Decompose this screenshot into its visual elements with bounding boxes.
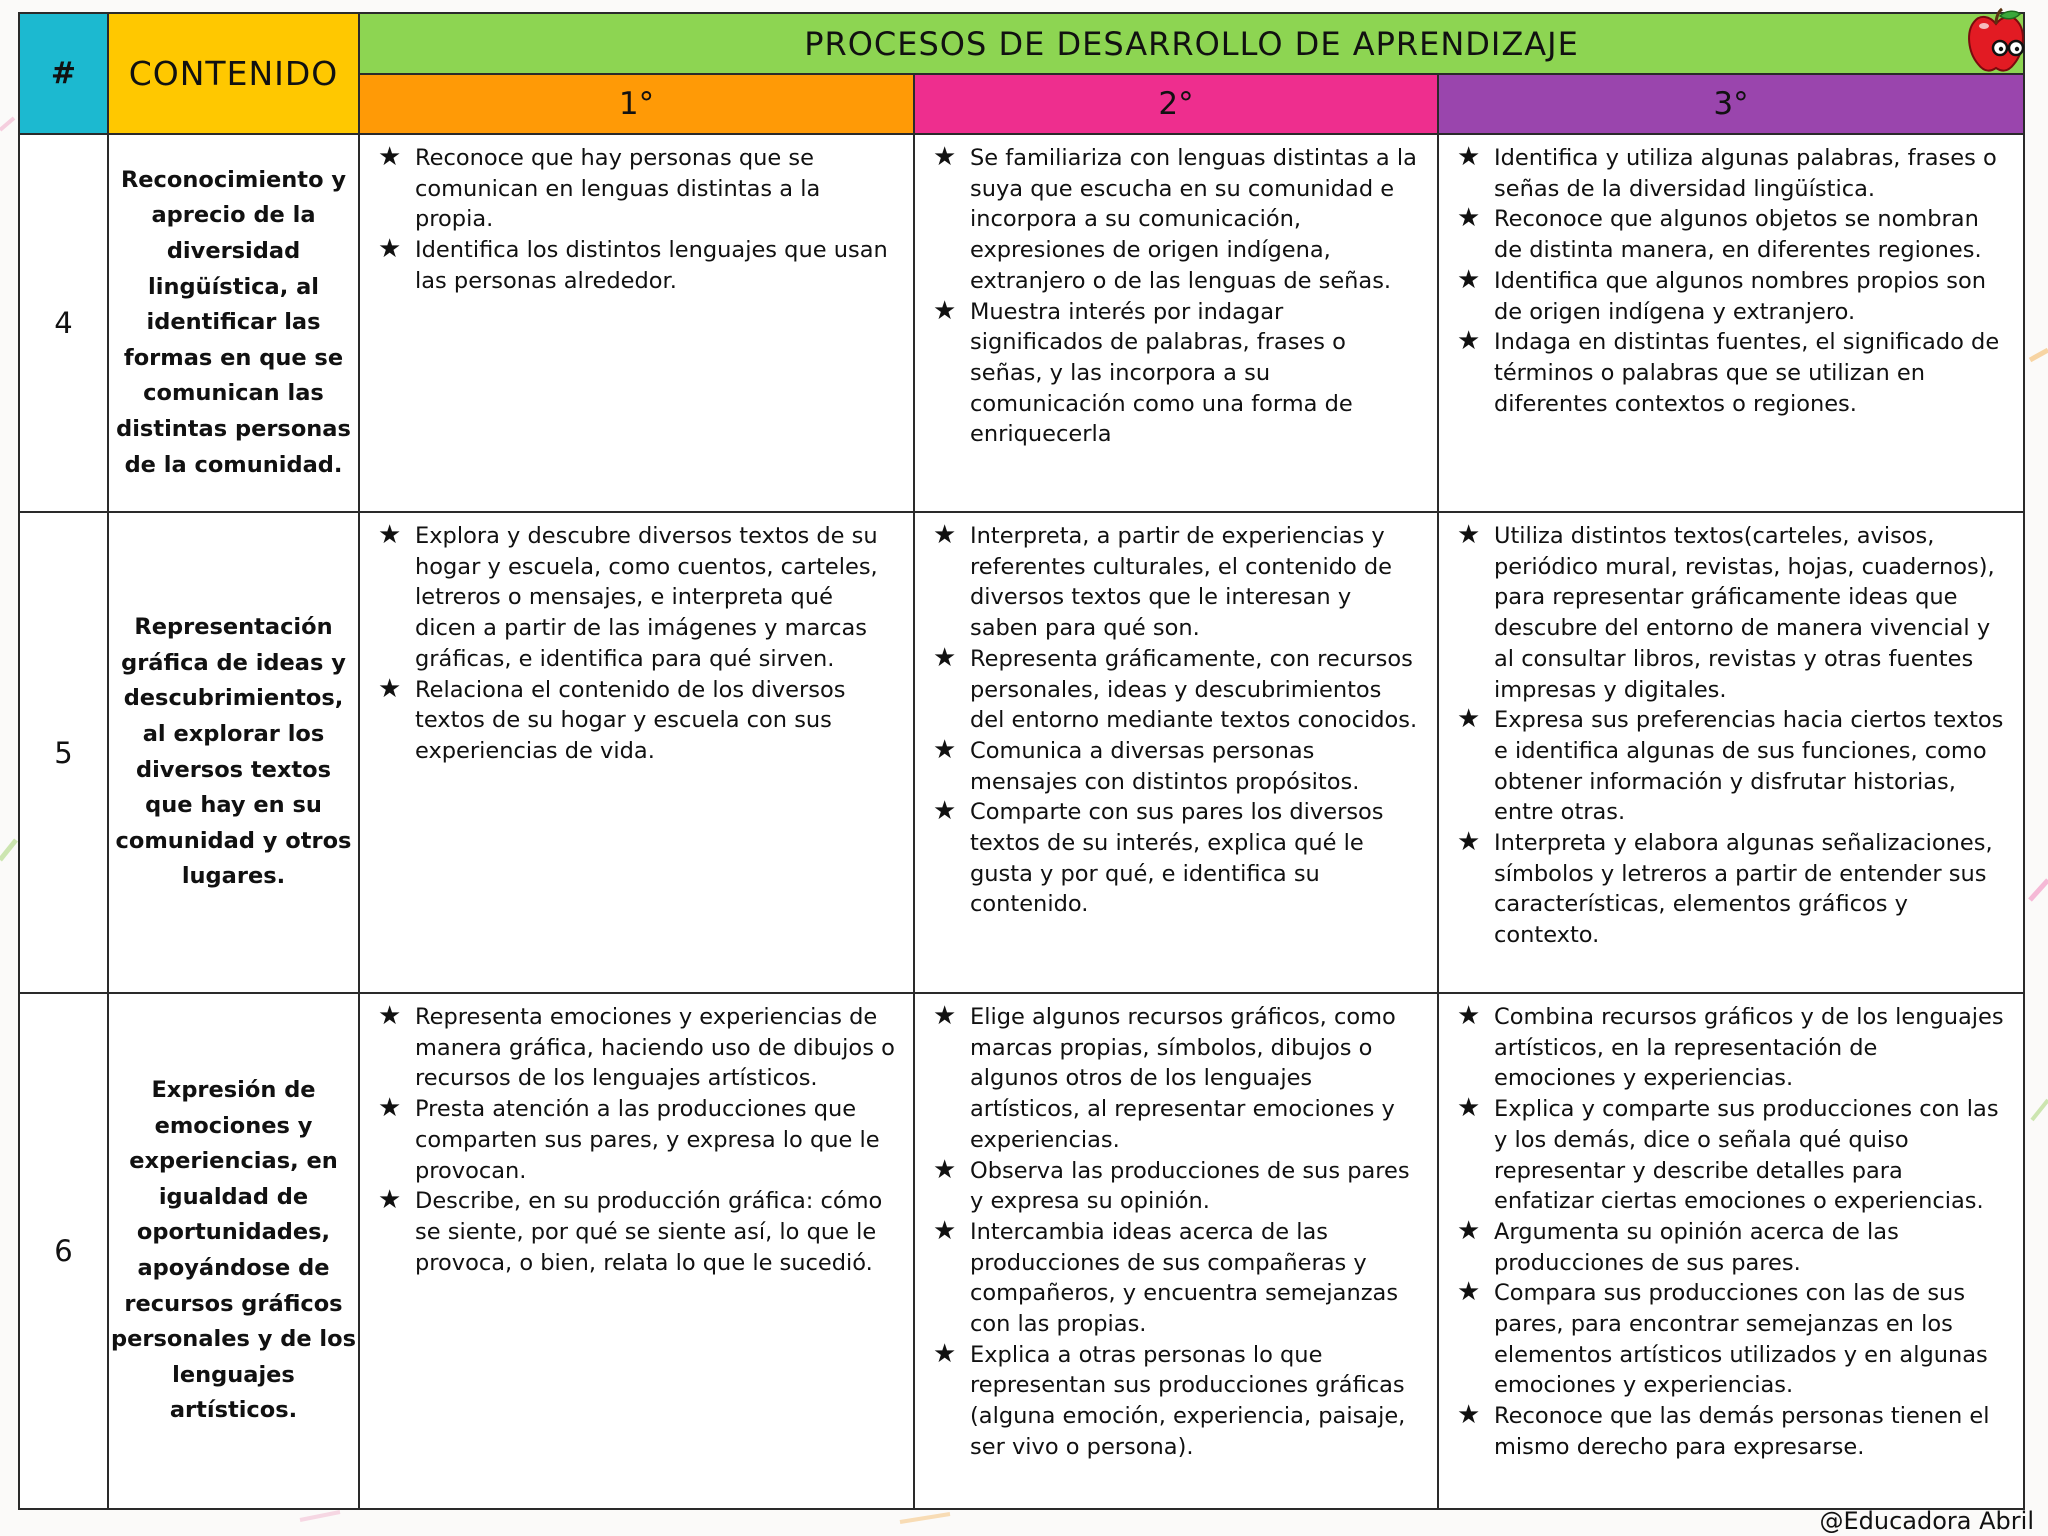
list-item: ★ Compara sus producciones con las de sus pares, para encontrar semejanzas en los elementos artísticos utilizados y en algunas emociones y experiencias. xyxy=(1457,1277,1988,1399)
list-item: ★ Identifica que algunos nombres propios son de origen indígena y extranjero. xyxy=(1457,264,1987,325)
star-icon: ★ xyxy=(1457,827,1481,858)
star-icon: ★ xyxy=(1457,520,1481,550)
table-row xyxy=(19,512,2024,993)
star-icon: ★ xyxy=(933,1154,957,1185)
grade-2-cell xyxy=(914,512,1438,993)
star-icon: ★ xyxy=(1457,704,1481,735)
list-item: ★ Describe, en su producción gráfica: cómo se siente, por qué se siente así, lo que le provoca, o bien, relata lo que le sucedió. xyxy=(378,1185,883,1276)
learning-process-table xyxy=(18,12,2025,1510)
star-icon: ★ xyxy=(378,234,402,265)
star-icon: ★ xyxy=(933,1215,957,1246)
grade-1-cell xyxy=(359,134,914,512)
grade-3-cell xyxy=(1438,134,2024,512)
row-number: 4 xyxy=(19,134,108,512)
list-item: ★ Representa emociones y experiencias de manera gráfica, haciendo uso de dibujos o recursos de los lenguajes artísticos. xyxy=(378,1001,895,1092)
grade-2-cell xyxy=(914,993,1438,1509)
star-icon: ★ xyxy=(378,520,402,550)
grade-1-cell xyxy=(359,993,914,1509)
list-item: ★ Elige algunos recursos gráficos, como marcas propias, símbolos, dibujos o algunos otros de los lenguajes artísticos, al representar emociones y experiencias. xyxy=(933,1001,1396,1153)
star-icon: ★ xyxy=(933,642,957,673)
star-icon: ★ xyxy=(1457,1400,1481,1431)
list-item: ★ Reconoce que hay personas que se comunican en lenguas distintas a la propia. xyxy=(378,142,821,233)
list-item: ★ Expresa sus preferencias hacia ciertos textos e identifica algunas de sus funciones, como obtener información y disfrutar historias, entre otras. xyxy=(1457,704,2004,826)
apple-with-glasses-icon xyxy=(1960,6,2032,78)
author-credit: @Educadora Abril xyxy=(1819,1507,2034,1535)
list-item: ★ Presta atención a las producciones que comparten sus pares, y expresa lo que le provocan. xyxy=(378,1093,880,1184)
grade-2-header: 2° xyxy=(914,74,1438,134)
grade-3-header: 3° xyxy=(1438,74,2024,134)
star-icon: ★ xyxy=(933,295,957,326)
star-icon: ★ xyxy=(1457,1001,1481,1031)
list-item: ★ Explica y comparte sus producciones con las y los demás, dice o señala qué quiso representar y describe detalles para enfatizar ciertas emociones o experiencias. xyxy=(1457,1093,1999,1215)
star-icon: ★ xyxy=(378,1093,402,1124)
row-number: 6 xyxy=(19,993,108,1509)
list-item: ★ Comunica a diversas personas mensajes con distintos propósitos. xyxy=(933,734,1360,795)
list-item: ★ Explora y descubre diversos textos de su hogar y escuela, como cuentos, carteles, letreros o mensajes, e interpreta qué dicen a partir de las imágenes y marcas gráficas, e identifica para qué sirven. xyxy=(378,520,878,672)
star-icon: ★ xyxy=(933,142,957,172)
list-item: ★ Combina recursos gráficos y de los lenguajes artísticos, en la representación de emociones y experiencias. xyxy=(1457,1001,2004,1092)
star-icon: ★ xyxy=(1457,203,1481,234)
star-icon: ★ xyxy=(933,1338,957,1369)
list-item: ★ Intercambia ideas acerca de las producciones de sus compañeras y compañeros, y encuentra semejanzas con las propias. xyxy=(933,1215,1399,1338)
star-icon: ★ xyxy=(1457,1277,1481,1308)
star-icon: ★ xyxy=(378,1001,402,1031)
contenido-cell: Representación gráfica de ideas y descubrimientos, al explorar los diversos textos que hay en su comunidad y otros lugares. xyxy=(108,512,359,993)
num-header: # xyxy=(19,13,108,134)
list-item: ★ Interpreta, a partir de experiencias y referentes culturales, el contenido de diversos textos que le interesan y saben para qué son. xyxy=(933,520,1393,642)
list-item: ★ Representa gráficamente, con recursos personales, ideas y descubrimientos del entorno mediante textos conocidos. xyxy=(933,642,1418,734)
star-icon: ★ xyxy=(378,1185,402,1216)
procesos-header: PROCESOS DE DESARROLLO DE APRENDIZAJE xyxy=(359,13,2024,74)
contenido-header: CONTENIDO xyxy=(108,13,359,134)
list-item: ★ Interpreta y elabora algunas señalizaciones, símbolos y letreros a partir de entender sus características, elementos gráficos y contexto. xyxy=(1457,827,1993,949)
grade-1-header: 1° xyxy=(359,74,914,134)
star-icon: ★ xyxy=(378,142,402,172)
star-icon: ★ xyxy=(933,1001,957,1031)
list-item: ★ Relaciona el contenido de los diversos textos de su hogar y escuela con sus experiencias de vida. xyxy=(378,673,846,764)
list-item: ★ Identifica los distintos lenguajes que usan las personas alrededor. xyxy=(378,234,888,294)
contenido-cell: Reconocimiento y aprecio de la diversidad lingüística, al identificar las formas en que se comunican las distintas personas de la comunidad. xyxy=(108,134,359,512)
grade-3-cell xyxy=(1438,512,2024,993)
list-item: ★ Observa las producciones de sus pares y expresa su opinión. xyxy=(933,1154,1410,1215)
star-icon: ★ xyxy=(933,796,957,827)
star-icon: ★ xyxy=(378,673,402,704)
grade-1-cell xyxy=(359,512,914,993)
star-icon: ★ xyxy=(933,734,957,765)
list-item: ★ Se familiariza con lenguas distintas a la suya que escucha en su comunidad e incorpora a su comunicación, expresiones de origen indígena, extranjero o de las lenguas de señas. xyxy=(933,142,1417,294)
row-number: 5 xyxy=(19,512,108,993)
list-item: ★ Indaga en distintas fuentes, el significado de términos o palabras que se utilizan en diferentes contextos o regiones. xyxy=(1457,326,2000,417)
list-item: ★ Reconoce que las demás personas tienen el mismo derecho para expresarse. xyxy=(1457,1400,1990,1460)
list-item: ★ Reconoce que algunos objetos se nombran de distinta manera, en diferentes regiones. xyxy=(1457,203,1982,264)
star-icon: ★ xyxy=(1457,264,1481,295)
star-icon: ★ xyxy=(1457,1093,1481,1124)
list-item: ★ Comparte con sus pares los diversos textos de su interés, explica qué le gusta y por qué, e identifica su contenido. xyxy=(933,796,1384,918)
grade-2-cell xyxy=(914,134,1438,512)
list-item: ★ Identifica y utiliza algunas palabras, frases o señas de la diversidad lingüística. xyxy=(1457,142,1997,202)
star-icon: ★ xyxy=(933,520,957,550)
star-icon: ★ xyxy=(1457,326,1481,357)
list-item: ★ Utiliza distintos textos(carteles, avisos, periódico mural, revistas, hojas, cuadernos), para representar gráficamente ideas que descubre del entorno de manera vivencial y al consultar libros, revistas y otras fuentes impresas y digitales. xyxy=(1457,520,1995,703)
list-item: ★ Explica a otras personas lo que representan sus producciones gráficas (alguna emoción, experiencia, paisaje, ser vivo o persona). xyxy=(933,1338,1406,1460)
star-icon: ★ xyxy=(1457,1215,1481,1246)
table-row xyxy=(19,993,2024,1509)
table-row xyxy=(19,134,2024,512)
grade-3-cell xyxy=(1438,993,2024,1509)
header-row-top xyxy=(19,13,2024,74)
star-icon: ★ xyxy=(1457,142,1481,172)
contenido-cell: Expresión de emociones y experiencias, en igualdad de oportunidades, apoyándose de recursos gráficos personales y de los lenguajes artísticos. xyxy=(108,993,359,1509)
list-item: ★ Muestra interés por indagar significados de palabras, frases o señas, y las incorpora a su comunicación como una forma de enriquecerla xyxy=(933,295,1353,448)
list-item: ★ Argumenta su opinión acerca de las producciones de sus pares. xyxy=(1457,1215,1899,1276)
